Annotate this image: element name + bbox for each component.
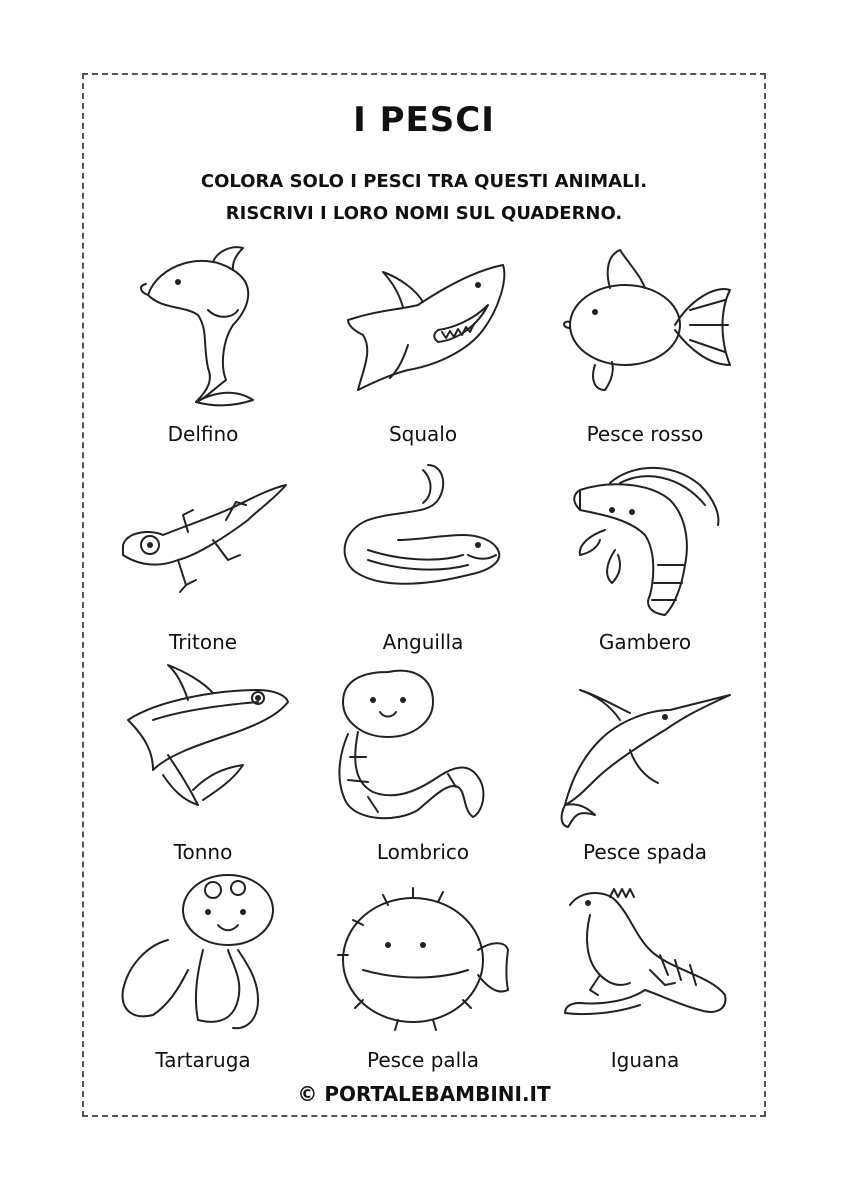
animal-label-tonno: Tonno [173,840,233,864]
swordfish-icon [550,665,740,835]
instruction-line-2: RISCRIVI I LORO NOMI SUL QUADERNO. [225,203,623,224]
iguana-icon [550,875,740,1045]
animal-label-iguana: Iguana [610,1048,680,1072]
page-title: I PESCI [353,100,495,140]
turtle-icon [108,870,298,1040]
copyright-footer: © PORTALEBAMBINI.IT [297,1082,551,1106]
animal-label-tartaruga: Tartaruga [155,1048,251,1072]
instruction-line-1: COLORA SOLO I PESCI TRA QUESTI ANIMALI. [200,171,648,192]
animal-label-delfino: Delfino [167,422,239,446]
animal-label-anguilla: Anguilla [382,630,464,654]
animal-label-lombrico: Lombrico [376,840,470,864]
goldfish-icon [550,240,740,410]
newt-icon [108,460,298,630]
shark-icon [328,250,518,420]
animal-label-gambero: Gambero [598,630,692,654]
animal-label-squalo: Squalo [388,422,458,446]
earthworm-icon [328,662,518,832]
eel-icon [328,455,518,625]
shrimp-icon [550,455,740,625]
animal-label-pesce-palla: Pesce palla [366,1048,480,1072]
animal-label-pesce-rosso: Pesce rosso [586,422,704,446]
animal-label-tritone: Tritone [168,630,238,654]
pufferfish-icon [328,870,518,1040]
animal-label-pesce-spada: Pesce spada [582,840,708,864]
tuna-icon [108,660,298,830]
dolphin-icon [108,240,298,410]
